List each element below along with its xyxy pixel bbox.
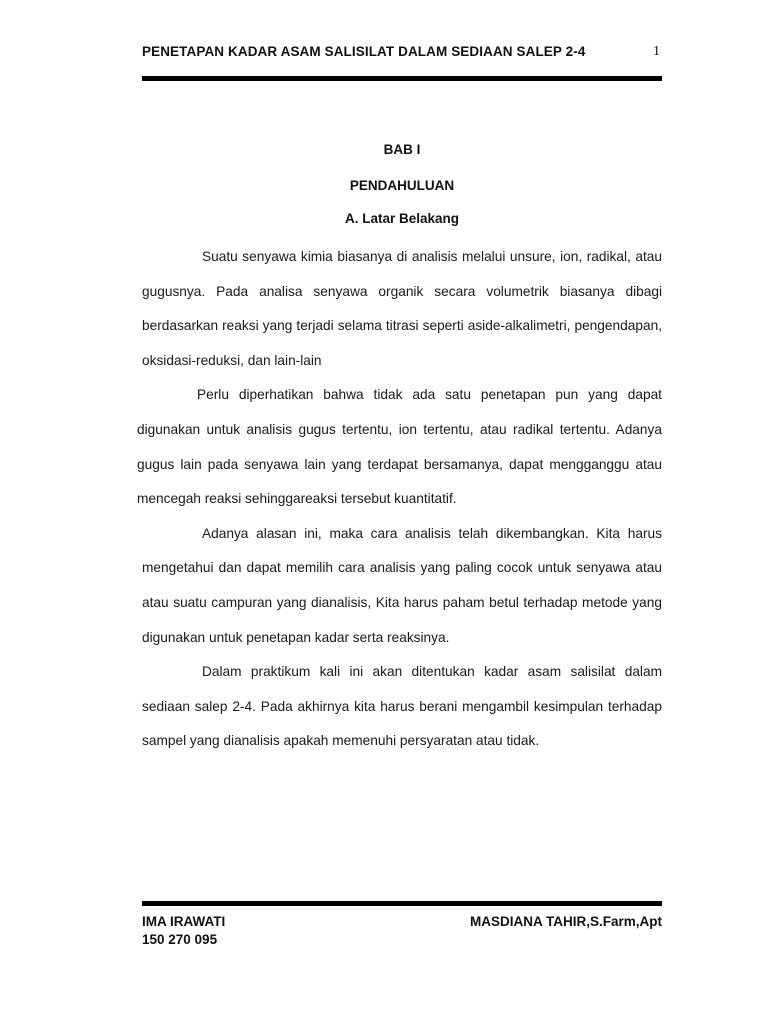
paragraph-4: Dalam praktikum kali ini akan ditentukan kadar asam salisilat dalam sediaan salep 2-4. Pada akhirnya kita harus berani mengambil kesimpulan terhadap sampel yang dianalisis apakah memenuhi persyaratan atau tidak.: [142, 664, 662, 749]
header-rule: [142, 76, 662, 81]
header-title: PENETAPAN KADAR ASAM SALISILAT DALAM SEDIAAN SALEP 2-4: [142, 44, 586, 59]
author-name: IMA IRAWATI: [142, 914, 226, 929]
paragraph-3: Adanya alasan ini, maka cara analisis telah dikembangkan. Kita harus mengetahui dan dapat memilih cara analisis yang paling cocok untuk senyawa atau atau suatu campuran yang dianalisis, Kita harus paham betul terhadap metode yang digunakan untuk penetapan kadar serta reaksinya.: [142, 525, 662, 645]
body-text: [137, 240, 662, 759]
paragraph-1: Suatu senyawa kimia biasanya di analisis melalui unsure, ion, radikal, atau gugusnya. Pada analisa senyawa organik secara volumetrik biasanya dibagi berdasarkan reaksi yang terjadi selama titrasi seperti aside-alkalimetri, pengendapan, oksidasi-reduksi, dan lain-lain: [142, 249, 662, 368]
author-block: [142, 913, 225, 949]
supervisor-name: MASDIANA TAHIR,S.Farm,Apt: [470, 914, 662, 929]
paragraph-2: Perlu diperhatikan bahwa tidak ada satu penetapan pun yang dapat digunakan untuk analisis gugus tertentu, ion tertentu, atau radikal tertentu. Adanya gugus lain pada senyawa lain yang terdapat bersamanya, dapat mengganggu atau mencegah reaksi sehinggareaksi tersebut kuantitatif.: [137, 387, 662, 507]
chapter-headings: [142, 140, 662, 229]
footer-rule: [142, 901, 662, 906]
chapter-label: BAB I: [383, 142, 421, 157]
page-header: [142, 44, 662, 66]
page-number: 1: [653, 44, 660, 59]
section-heading: A. Latar Belakang: [344, 211, 460, 226]
author-id: 150 270 095: [142, 932, 218, 947]
chapter-title: PENDAHULUAN: [349, 178, 455, 193]
